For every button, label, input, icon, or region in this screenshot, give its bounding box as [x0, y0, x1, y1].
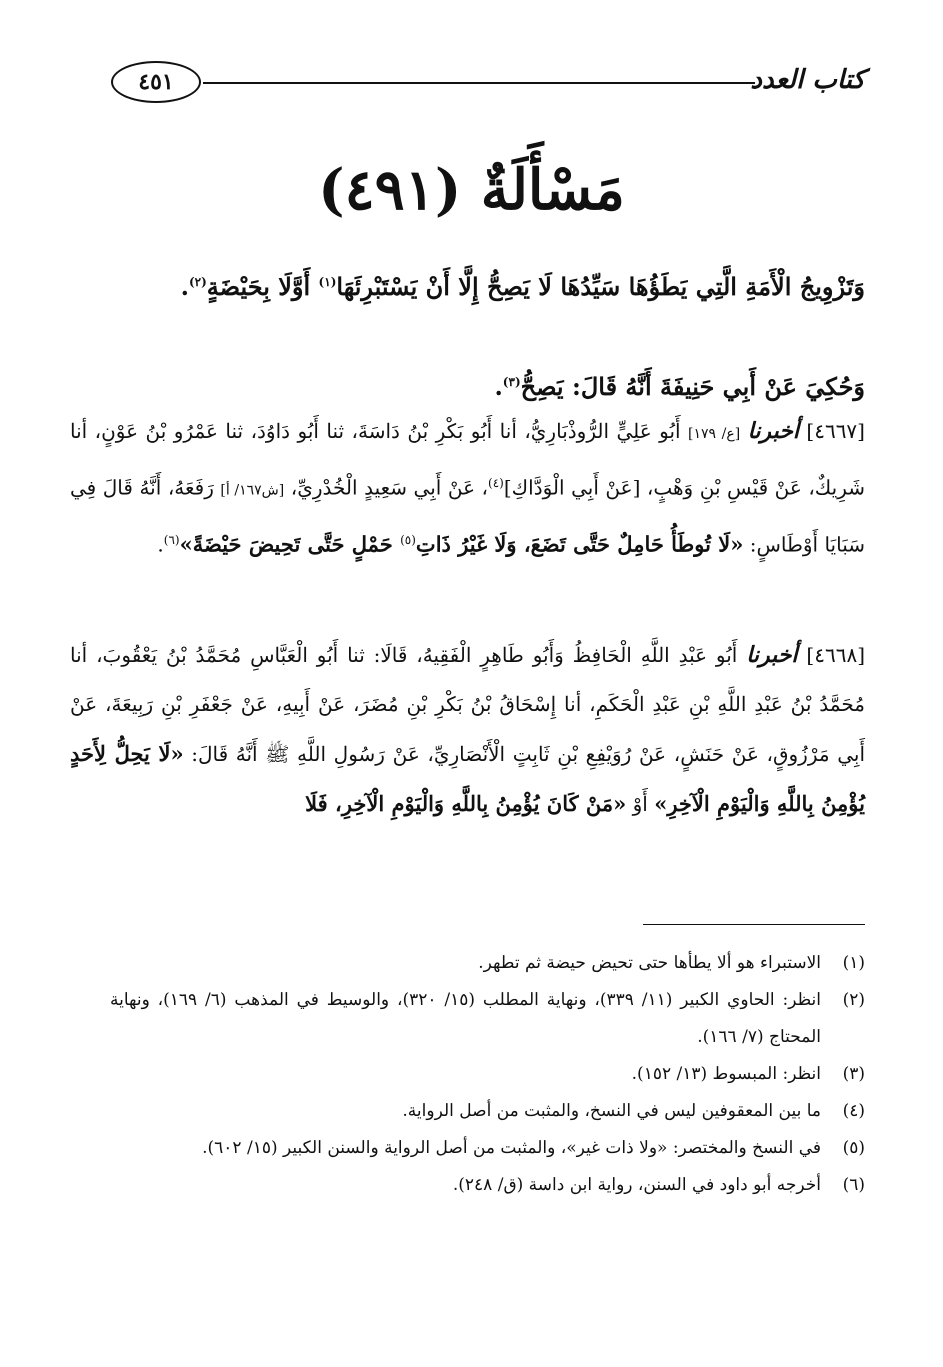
ruling-text: وَتَزْوِيجُ الْأَمَةِ الَّتِي يَطَؤُهَا سَيِّدُهَا لَا يَصِحُّ إِلَّا أَنْ يَسْتَبْرِئَهَا [336, 272, 865, 301]
matn-text: «لَا يَحِلُّ لِأَحَدٍ يُؤْمِنُ بِاللَّهِ وَالْيَوْمِ الْآخِرِ» [70, 741, 865, 816]
isnad-text: أَبُو عَبْدِ اللَّهِ الْحَافِظُ وَأَبُو طَاهِرٍ الْفَقِيهُ، قَالَا: ثنا أَبُو الْعَبَّاسِ مُحَمَّدُ بْنُ يَعْقُوبَ، أنا مُحَمَّدُ بْنُ عَبْدِ اللَّهِ بْنِ عَبْدِ الْحَكَمِ، أنا إِسْحَاقُ بْنُ بَكْرِ بْنِ مُضَرَ، عَنْ أَبِيهِ، عَنْ جَعْفَرِ بْنِ رَبِيعَةَ، عَنْ أَبِي مَرْزُوقٍ، عَنْ حَنَشٍ، عَنْ رُوَيْفِعِ بْنِ ثَابِتٍ الْأَنْصَارِيِّ، عَنْ رَسُولِ اللَّهِ ﷺ أَنَّهُ قَالَ: [70, 643, 865, 766]
issue-title: مَسْأَلَةٌ (٤٩١) [318, 157, 625, 223]
footnote-ref-3: (٣) [502, 375, 521, 389]
manuscript-ref-2: [ش١٦٧/ أ] [220, 482, 285, 499]
hadith-4668 [70, 631, 865, 829]
footnote-number: (٣) [842, 1064, 865, 1084]
footnote-ref-1: (١) [318, 275, 337, 289]
footnote-ref-4: (٤) [488, 476, 504, 490]
footnote-number: (٦) [842, 1175, 865, 1195]
matn-text: «لَا تُوطَأُ حَامِلٌ حَتَّى تَضَعَ، وَلَا غَيْرُ ذَاتِ [415, 531, 744, 557]
footnote-number: (١) [842, 953, 865, 973]
hadith-end: . [157, 532, 164, 557]
footnote-text: ما بين المعقوفين ليس في النسخ، والمثبت من أصل الرواية. [402, 1101, 821, 1121]
footnote-text: انظر: الحاوي الكبير (١١/ ٣٣٩)، ونهاية المطلب (١٥/ ٣٢٠)، والوسيط في المذهب (٦/ ١٦٩)، ونهاية المحتاج (٧/ ١٦٦). [110, 990, 821, 1047]
hadith-number: [٤٦٦٧] [806, 419, 865, 443]
matn-text-2: «مَنْ كَانَ يُؤْمِنُ بِاللَّهِ وَالْيَوْمِ الْآخِرِ، فَلَا [305, 791, 627, 816]
running-header [105, 58, 865, 106]
footnote-item [110, 1130, 865, 1167]
footnotes [110, 945, 865, 1204]
hadith-4667 [70, 407, 865, 569]
footnote-ref-5: (٥) [400, 532, 416, 547]
akhbarana-label: أخبرنا [747, 418, 799, 444]
connector-text: أَوْ [626, 792, 655, 816]
ruling-end: . [180, 272, 189, 301]
footnote-item [110, 1167, 865, 1204]
hanafi-opinion [70, 358, 865, 411]
header-rule [203, 82, 755, 84]
footnote-text: في النسخ والمختصر: «ولا ذات غير»، والمثبت من أصل الرواية والسنن الكبير (١٥/ ٦٠٢). [202, 1138, 821, 1158]
footnote-item [110, 945, 865, 982]
isnad-text-2: ، عَنْ أَبِي سَعِيدٍ الْخُدْرِيِّ، [284, 475, 489, 500]
footnote-item [110, 1056, 865, 1093]
matn-text-2: حَمْلٍ حَتَّى تَحِيضَ حَيْضَةً» [179, 531, 401, 557]
main-ruling [70, 258, 865, 311]
hadith-number: [٤٦٦٨] [806, 643, 865, 667]
ruling-text-2: أَوَّلَا بِحَيْضَةٍ [206, 272, 319, 301]
footnote-separator [643, 924, 865, 925]
footnote-text: الاستبراء هو ألا يطأها حتى تحيض حيضة ثم تطهر. [478, 953, 821, 973]
book-title: كتاب العدد [750, 65, 865, 95]
footnote-number: (٢) [842, 990, 865, 1010]
isnad-text: أَبُو عَلِيٍّ الرُّوذْبَارِيُّ، أنا أَبُو بَكْرِ بْنُ دَاسَةَ، ثنا أَبُو دَاوُدَ، ثنا عَمْرُو بْنُ عَوْنٍ، أنا شَرِيكٌ، عَنْ قَيْسِ بْنِ وَهْبٍ، [عَنْ أَبِي الْوَدَّاكِ] [70, 419, 865, 500]
footnote-ref-6: (٦) [163, 532, 180, 547]
manuscript-ref: [ع/ ١٧٩] [688, 426, 741, 442]
footnote-text: أخرجه أبو داود في السنن، رواية ابن داسة (ق/ ٢٤٨). [452, 1175, 821, 1195]
footnote-number: (٥) [842, 1138, 865, 1158]
footnote-number: (٤) [842, 1101, 865, 1121]
footnote-text: انظر: المبسوط (١٣/ ١٥٢). [631, 1064, 821, 1084]
isnad-text-3: رَفَعَهُ، أَنَّهُ قَالَ فِي سَبَايَا أَوْطَاسٍ: [70, 475, 865, 557]
opinion-text: وَحُكِيَ عَنْ أَبِي حَنِيفَةَ أَنَّهُ قَالَ: يَصِحُّ [520, 372, 865, 401]
opinion-end: . [494, 372, 503, 401]
footnote-item [110, 1093, 865, 1130]
footnote-ref-2: (٢) [188, 275, 207, 289]
footnote-item [110, 982, 865, 1056]
page-number: ٤٥١ [111, 61, 201, 103]
akhbarana-label: أخبرنا [746, 642, 798, 668]
